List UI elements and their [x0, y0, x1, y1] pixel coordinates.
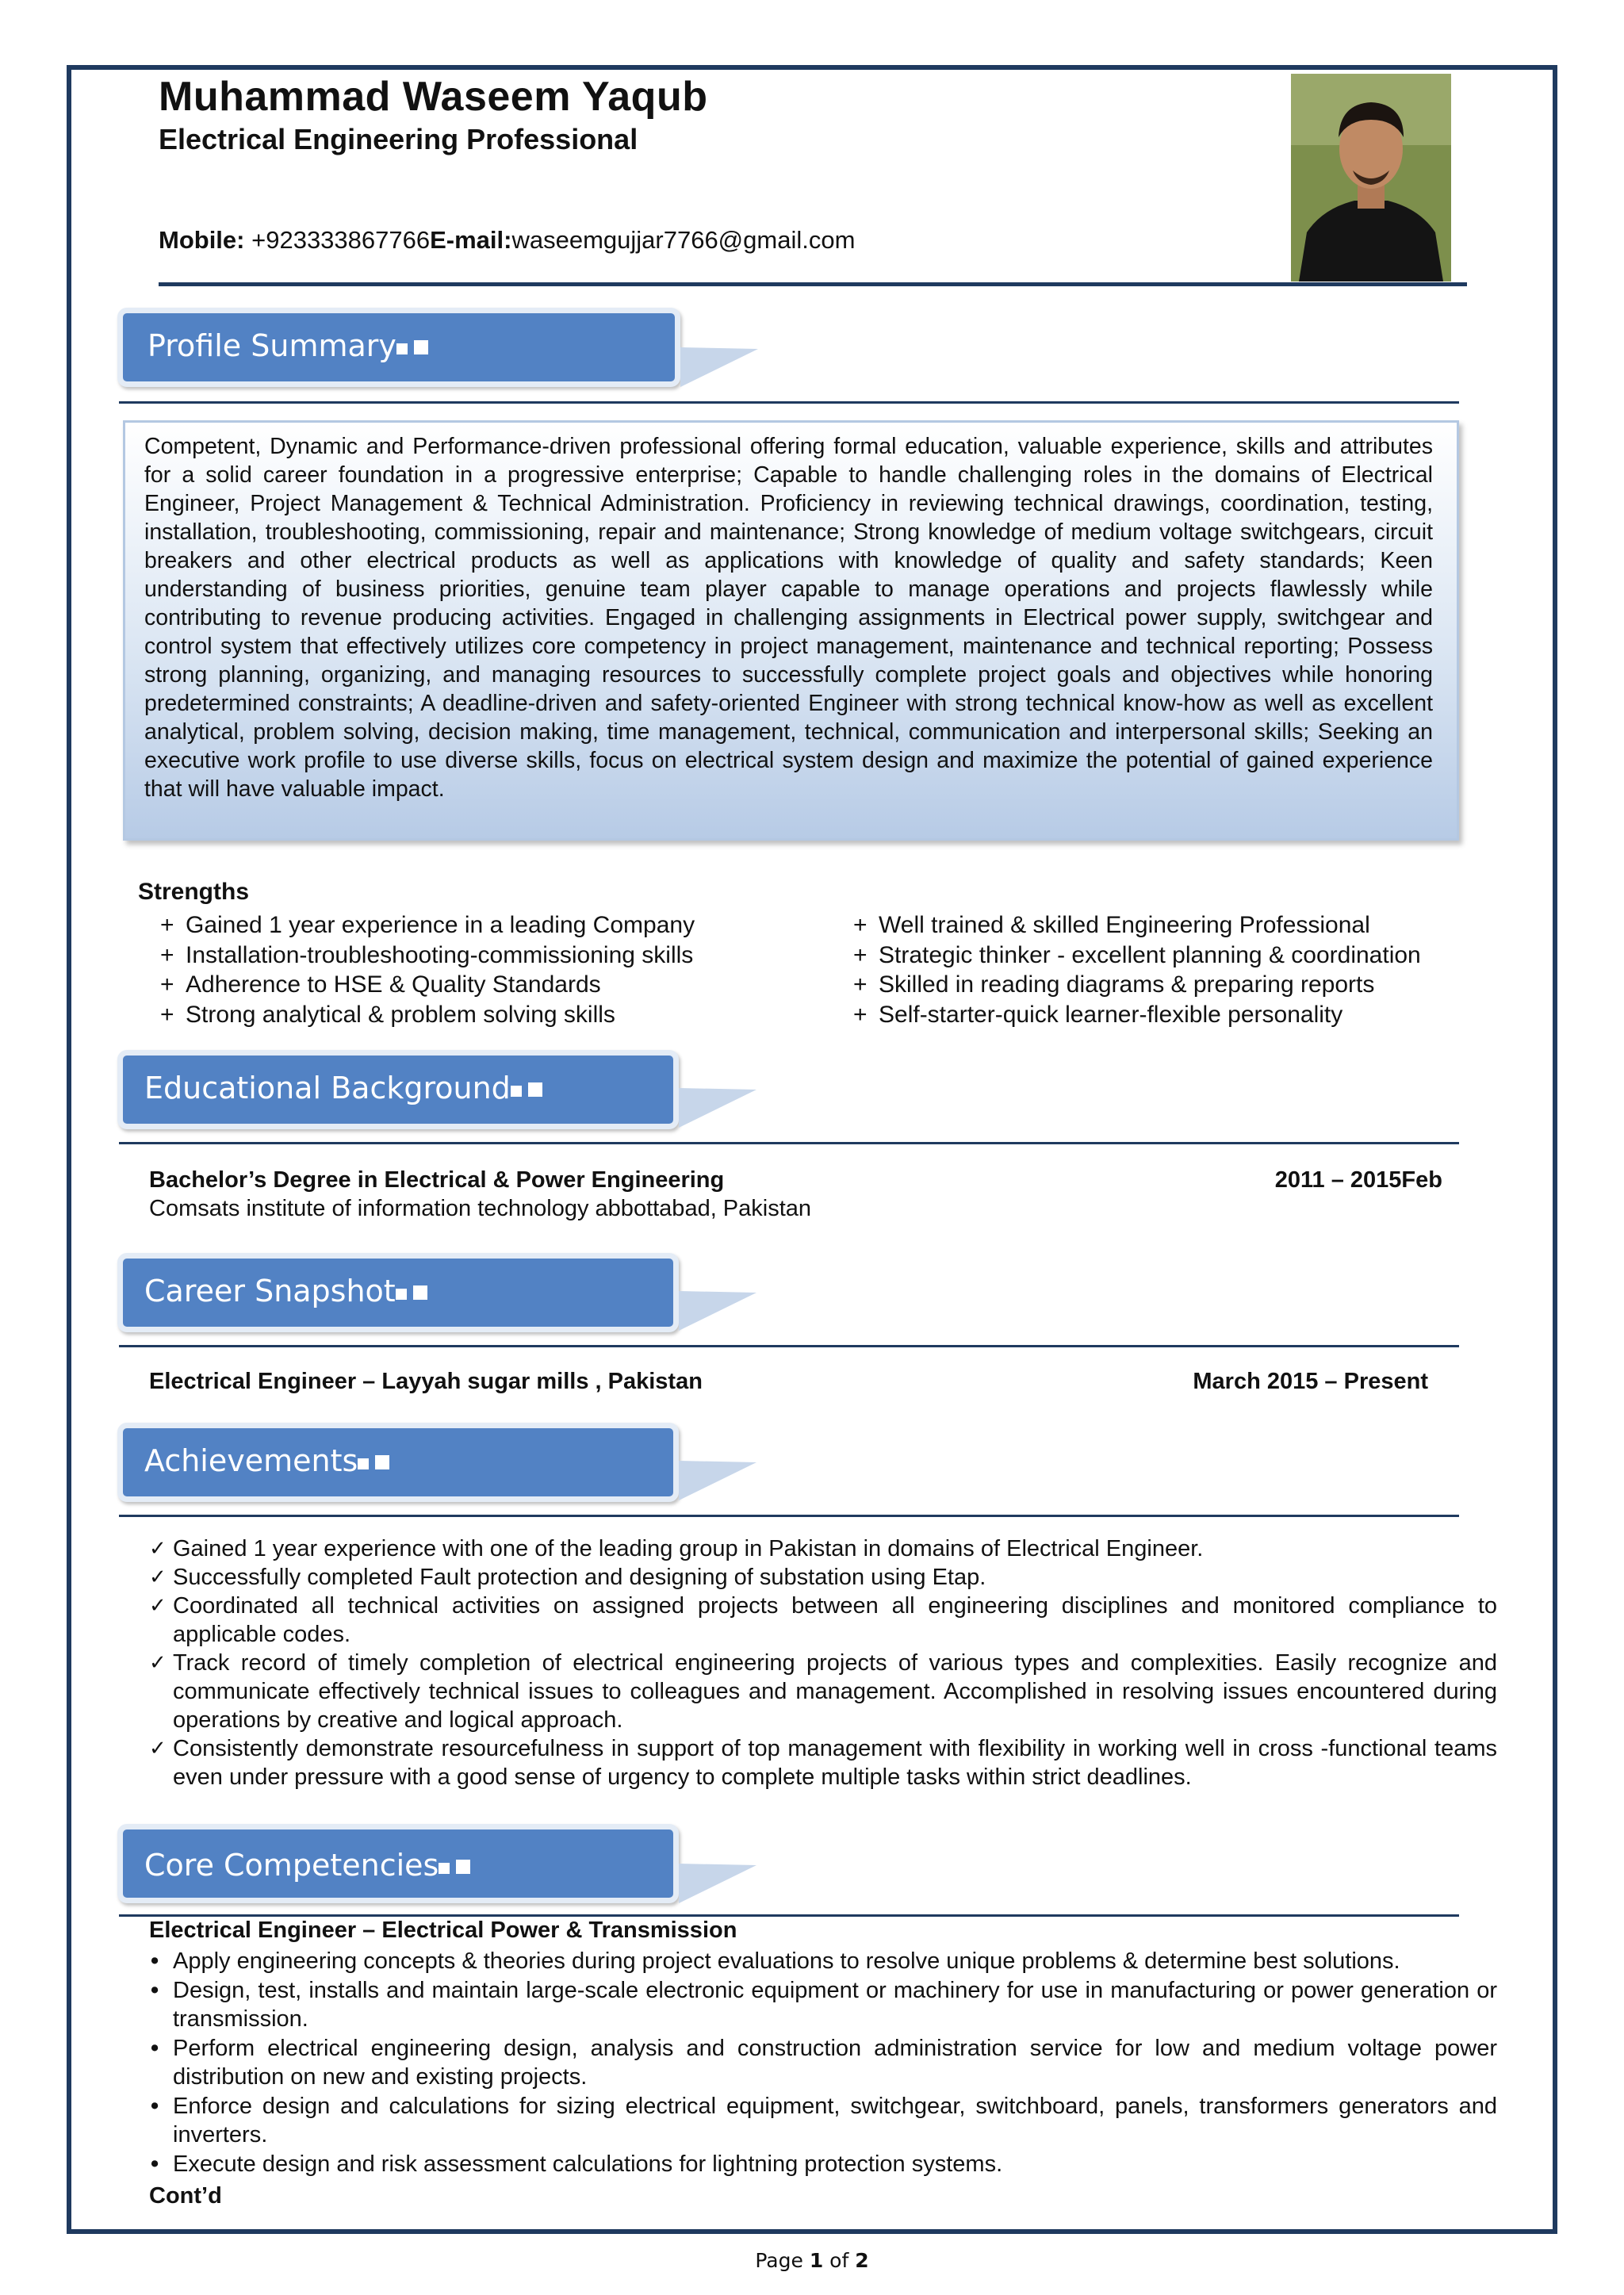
email-address: waseemgujjar7766@gmail.com	[511, 226, 856, 254]
strength-item: + Skilled in reading diagrams & preparing reports	[853, 970, 1421, 1000]
achievement-item: ✓ Consistently demonstrate resourcefulness in support of top management with flexibility in working well in cross -functional teams even under pressure with a good sense of urgency to complete multiple tasks within strict deadlines.	[149, 1734, 1497, 1791]
profile-photo	[1291, 74, 1451, 282]
contact-line	[159, 226, 855, 255]
tab-tail-decoration	[679, 1864, 758, 1905]
core-heading: Electrical Engineer – Electrical Power & Transmission	[149, 1918, 737, 1943]
tab-label: Profile Summary	[147, 328, 428, 363]
mobile-label: Mobile:	[159, 226, 245, 254]
page-border	[67, 65, 1557, 2234]
strengths-list-left	[160, 910, 695, 1029]
strength-item: + Gained 1 year experience in a leading Company	[160, 910, 695, 941]
strengths-heading: Strengths	[138, 879, 250, 905]
strength-item: + Self-starter-quick learner-flexible personality	[853, 1000, 1421, 1030]
section-tab-education	[117, 1050, 679, 1129]
strengths-list-right	[853, 910, 1421, 1029]
section-tab-core	[117, 1824, 679, 1903]
strength-item: + Strategic thinker - excellent planning & coordination	[853, 941, 1421, 971]
section-tab-career	[117, 1253, 679, 1332]
mobile-number: +923333867766	[244, 226, 431, 254]
candidate-title: Electrical Engineering Professional	[159, 123, 638, 155]
competency-item: • Perform electrical engineering design, analysis and construction administration service for low and medium voltage power distribution on new and existing projects.	[149, 2034, 1497, 2092]
degree-title: Bachelor’s Degree in Electrical & Power Engineering	[149, 1167, 725, 1193]
tab-tail-decoration	[679, 1088, 758, 1129]
header-divider	[159, 282, 1467, 286]
continued-label: Cont’d	[149, 2183, 222, 2209]
tab-label: Core Competencies	[144, 1848, 470, 1883]
email-label: E-mail:	[430, 226, 512, 254]
competency-item: • Enforce design and calculations for sizing electrical equipment, switchgear, switchboard, panels, transformers generators and inverters.	[149, 2092, 1497, 2150]
strength-item: + Strong analytical & problem solving skills	[160, 1000, 695, 1030]
core-competencies-list	[149, 1947, 1497, 2178]
tab-tail-decoration	[679, 1291, 758, 1332]
page-number: Page 1 of 2	[755, 2249, 869, 2272]
achievements-list	[149, 1534, 1497, 1791]
tab-label: Educational Background	[144, 1071, 542, 1105]
section-divider	[119, 401, 1459, 404]
achievement-item: ✓ Coordinated all technical activities on assigned projects between all engineering disciplines and monitored compliance to applicable codes.	[149, 1592, 1497, 1649]
tab-tail-decoration	[679, 1461, 758, 1502]
section-divider	[119, 1914, 1459, 1917]
section-tab-achievements	[117, 1423, 679, 1502]
tab-label: Achievements	[144, 1443, 389, 1478]
strength-item: + Well trained & skilled Engineering Professional	[853, 910, 1421, 941]
candidate-name: Muhammad Waseem Yaqub	[159, 74, 708, 120]
competency-item: • Apply engineering concepts & theories during project evaluations to resolve unique problems & determine best solutions.	[149, 1947, 1497, 1976]
strength-item: + Installation-troubleshooting-commissioning skills	[160, 941, 695, 971]
career-dates: March 2015 – Present	[1193, 1369, 1428, 1394]
achievement-item: ✓ Successfully completed Fault protection and designing of substation using Etap.	[149, 1563, 1497, 1592]
section-divider	[119, 1142, 1459, 1144]
section-divider	[119, 1345, 1459, 1347]
tab-tail-decoration	[680, 347, 760, 389]
tab-label: Career Snapshot	[144, 1274, 427, 1308]
career-role: Electrical Engineer – Layyah sugar mills , Pakistan	[149, 1369, 703, 1394]
competency-item: • Design, test, installs and maintain large-scale electronic equipment or machinery for use in manufacturing or power generation or transmission.	[149, 1976, 1497, 2034]
degree-dates: 2011 – 2015Feb	[1274, 1167, 1442, 1193]
strength-item: + Adherence to HSE & Quality Standards	[160, 970, 695, 1000]
achievement-item: ✓ Track record of timely completion of electrical engineering projects of various types and complexities. Easily recognize and communicate effectively technical issues to colleagues and management. Accomplished in resolving issues encountered during operations by creative and logical approach.	[149, 1649, 1497, 1734]
section-tab-profile	[117, 308, 680, 387]
competency-item: • Execute design and risk assessment calculations for lightning protection systems.	[149, 2150, 1497, 2179]
section-divider	[119, 1515, 1459, 1517]
profile-photo-portrait	[1291, 74, 1451, 282]
achievement-item: ✓ Gained 1 year experience with one of the leading group in Pakistan in domains of Electrical Engineer.	[149, 1534, 1497, 1563]
institute-name: Comsats institute of information technology abbottabad, Pakistan	[149, 1196, 812, 1221]
profile-summary-text: Competent, Dynamic and Performance-driven professional offering formal education, valuable experience, skills and attributes for a solid career foundation in a progressive enterprise; Capable to handle challenging roles in the domains of Electrical Engineer, Project Management & Technical Administration. Proficiency in reviewing technical drawings, coordination, testing, installation, troubleshooting, commissioning, repair and maintenance; Strong knowledge of medium voltage switchgears, circuit breakers and other electrical products as well as applications with knowledge of quality and safety standards; Keen understanding of business priorities, genuine team player capable to manage operations and projects flawlessly while contributing to revenue producing activities. Engaged in challenging assignments in Electrical power supply, switchgear and control system that effectively utilizes core competency in project management, maintenance and technical reporting; Possess strong planning, organizing, and managing resources to successfully complete project goals and objectives while honoring predetermined constraints; A deadline-driven and safety-oriented Engineer with strong technical know-how as well as excellent analytical, problem solving, decision making, time management, technical, communication and interpersonal skills; Seeking an executive work profile to use diverse skills, focus on electrical system design and maximize the potential of gained experience that will have valuable impact.	[123, 420, 1459, 841]
